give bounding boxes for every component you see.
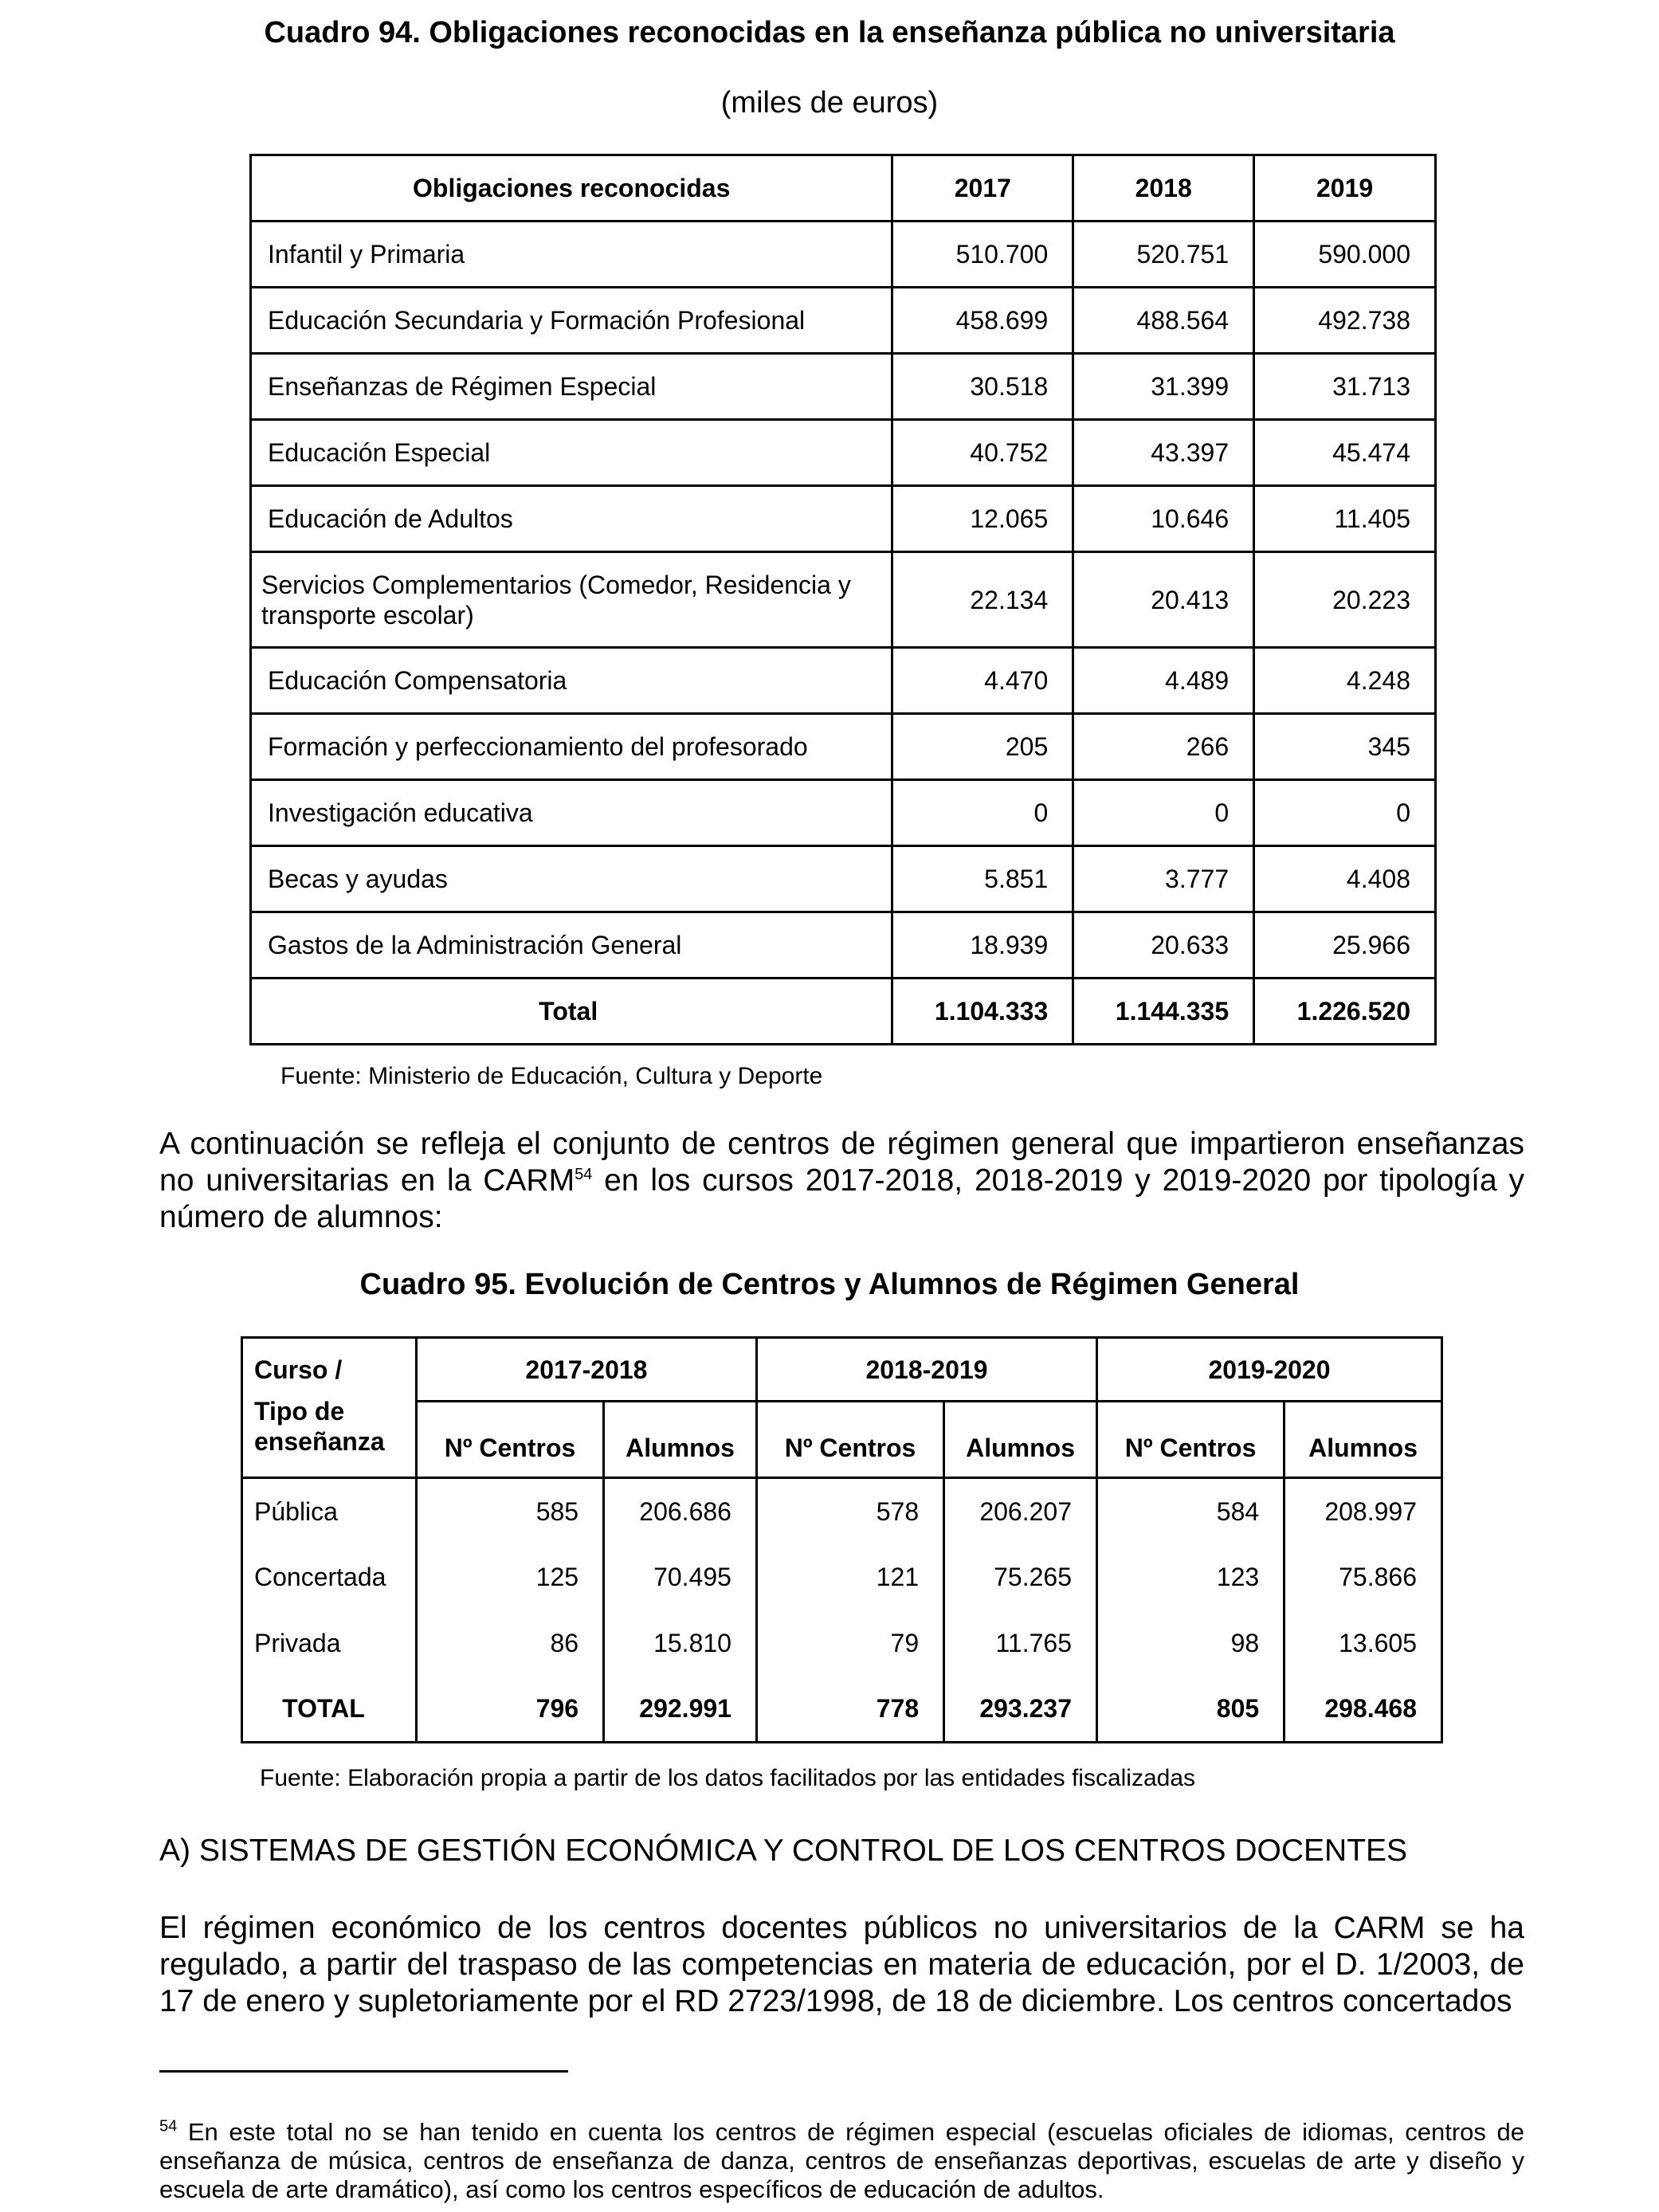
row-label: Becas y ayudas bbox=[251, 846, 892, 912]
column-header: Obligaciones reconocidas bbox=[251, 155, 892, 222]
intro-paragraph bbox=[159, 1126, 1524, 1236]
centros-2018-2019: 121 bbox=[756, 1544, 943, 1610]
centros-2018-2019: 778 bbox=[756, 1677, 943, 1743]
value-2019: 1.226.520 bbox=[1254, 979, 1436, 1045]
value-2017: 12.065 bbox=[892, 486, 1073, 552]
footnote-text: En este total no se han tenido en cuenta los centros de régimen especial (escuelas oficiales de idiomas, centros de enseñanza de música, centros de enseñanza de danza, centros de enseñanzas deportivas, escuelas de arte y diseño y escuela de arte dramático), así como los centros específicos de educación de adultos. bbox=[159, 2118, 1524, 2203]
column-header: 2018 bbox=[1073, 155, 1254, 222]
centros-2018-2019: 578 bbox=[756, 1478, 943, 1544]
footnote-number: 54 bbox=[159, 2117, 178, 2136]
value-2019: 492.738 bbox=[1254, 288, 1436, 354]
table-subheader-row bbox=[242, 1402, 1442, 1478]
table-row bbox=[242, 1478, 1442, 1544]
value-2018: 3.777 bbox=[1073, 846, 1254, 912]
alumnos-2019-2020: 13.605 bbox=[1284, 1610, 1442, 1677]
value-2017: 0 bbox=[892, 780, 1073, 846]
alumnos-2019-2020: 208.997 bbox=[1284, 1478, 1442, 1544]
value-2018: 520.751 bbox=[1073, 222, 1254, 288]
value-2018: 266 bbox=[1073, 714, 1254, 780]
alumnos-2018-2019: 206.207 bbox=[944, 1478, 1097, 1544]
centros-2019-2020: 805 bbox=[1096, 1677, 1284, 1743]
table-row bbox=[251, 354, 1436, 420]
row-label: Infantil y Primaria bbox=[251, 222, 892, 288]
table-row bbox=[251, 846, 1436, 912]
centros-2017-2018: 125 bbox=[416, 1544, 603, 1610]
corner-line2: Tipo de enseñanza bbox=[254, 1397, 385, 1456]
value-2019: 31.713 bbox=[1254, 354, 1436, 420]
alumnos-2019-2020: 75.866 bbox=[1284, 1544, 1442, 1610]
value-2019: 11.405 bbox=[1254, 486, 1436, 552]
centros-2019-2020: 584 bbox=[1096, 1478, 1284, 1544]
value-2017: 18.939 bbox=[892, 912, 1073, 979]
value-2019: 20.223 bbox=[1254, 552, 1436, 648]
table-row bbox=[251, 648, 1436, 714]
column-header: Nº Centros bbox=[756, 1402, 943, 1478]
row-label: Educación Especial bbox=[251, 420, 892, 486]
row-label: Servicios Complementarios (Comedor, Residencia y transporte escolar) bbox=[251, 552, 892, 648]
table-row bbox=[251, 912, 1436, 979]
alumnos-2017-2018: 15.810 bbox=[604, 1610, 757, 1677]
value-2019: 4.248 bbox=[1254, 648, 1436, 714]
table-header-row bbox=[251, 155, 1436, 222]
centros-alumnos-table bbox=[241, 1336, 1443, 1743]
column-header: 2017 bbox=[892, 155, 1073, 222]
centros-2019-2020: 123 bbox=[1096, 1544, 1284, 1610]
value-2017: 40.752 bbox=[892, 420, 1073, 486]
centros-2018-2019: 79 bbox=[756, 1610, 943, 1677]
row-label: Educación de Adultos bbox=[251, 486, 892, 552]
value-2017: 510.700 bbox=[892, 222, 1073, 288]
footnote-ref: 54 bbox=[575, 1166, 593, 1183]
value-2017: 5.851 bbox=[892, 846, 1073, 912]
centros-2017-2018: 86 bbox=[416, 1610, 603, 1677]
table95-title: Cuadro 95. Evolución de Centros y Alumnos de Régimen General bbox=[359, 1268, 1300, 1301]
value-2018: 1.144.335 bbox=[1073, 979, 1254, 1045]
alumnos-2018-2019: 11.765 bbox=[944, 1610, 1097, 1677]
centros-2019-2020: 98 bbox=[1096, 1610, 1284, 1677]
value-2018: 20.633 bbox=[1073, 912, 1254, 979]
value-2017: 22.134 bbox=[892, 552, 1073, 648]
row-label: Privada bbox=[242, 1610, 417, 1677]
table-row bbox=[242, 1610, 1442, 1677]
centros-2017-2018: 796 bbox=[416, 1677, 603, 1743]
centros-2017-2018: 585 bbox=[416, 1478, 603, 1544]
obligaciones-table bbox=[249, 154, 1437, 1045]
period-header: 2018-2019 bbox=[756, 1338, 1096, 1402]
table95-source: Fuente: Elaboración propia a partir de los datos facilitados por las entidades fiscalizadas bbox=[260, 1765, 1196, 1791]
alumnos-2017-2018: 292.991 bbox=[604, 1677, 757, 1743]
value-2019: 25.966 bbox=[1254, 912, 1436, 979]
intro-text-cont: en los cursos 2017-2018, 2018-2019 y 2019-2020 por tipología y número de alumnos: bbox=[159, 1163, 1524, 1234]
value-2019: 345 bbox=[1254, 714, 1436, 780]
alumnos-2019-2020: 298.468 bbox=[1284, 1677, 1442, 1743]
value-2017: 458.699 bbox=[892, 288, 1073, 354]
table-row bbox=[251, 222, 1436, 288]
table-row bbox=[251, 552, 1436, 648]
footnote-separator bbox=[159, 2070, 568, 2073]
table-row bbox=[251, 288, 1436, 354]
footnote bbox=[159, 2118, 1524, 2204]
value-2018: 31.399 bbox=[1073, 354, 1254, 420]
row-label: Investigación educativa bbox=[251, 780, 892, 846]
value-2017: 1.104.333 bbox=[892, 979, 1073, 1045]
table-row bbox=[242, 1544, 1442, 1610]
value-2018: 488.564 bbox=[1073, 288, 1254, 354]
table-header-row bbox=[242, 1338, 1442, 1402]
column-header: Nº Centros bbox=[1096, 1402, 1284, 1478]
table-row bbox=[251, 780, 1436, 846]
row-label: Gastos de la Administración General bbox=[251, 912, 892, 979]
value-2019: 0 bbox=[1254, 780, 1436, 846]
period-header: 2019-2020 bbox=[1096, 1338, 1441, 1402]
value-2019: 4.408 bbox=[1254, 846, 1436, 912]
table-row bbox=[251, 420, 1436, 486]
table-row bbox=[251, 714, 1436, 780]
alumnos-2017-2018: 70.495 bbox=[604, 1544, 757, 1610]
row-label: Enseñanzas de Régimen Especial bbox=[251, 354, 892, 420]
column-header: Alumnos bbox=[1284, 1402, 1442, 1478]
value-2018: 10.646 bbox=[1073, 486, 1254, 552]
row-label: TOTAL bbox=[242, 1677, 417, 1743]
section-heading: A) SISTEMAS DE GESTIÓN ECONÓMICA Y CONTROL DE LOS CENTROS DOCENTES bbox=[159, 1834, 1408, 1868]
alumnos-2018-2019: 75.265 bbox=[944, 1544, 1097, 1610]
row-label: Formación y perfeccionamiento del profesorado bbox=[251, 714, 892, 780]
alumnos-2017-2018: 206.686 bbox=[604, 1478, 757, 1544]
column-header: Nº Centros bbox=[416, 1402, 603, 1478]
table-total-row bbox=[251, 979, 1436, 1045]
alumnos-2018-2019: 293.237 bbox=[944, 1677, 1097, 1743]
value-2018: 4.489 bbox=[1073, 648, 1254, 714]
intro-text: A continuación se refleja el conjunto de centros de régimen general que impartieron enseñanzas no universitarias en la CARM bbox=[159, 1127, 1524, 1198]
value-2018: 0 bbox=[1073, 780, 1254, 846]
column-header: Alumnos bbox=[944, 1402, 1097, 1478]
corner-header bbox=[242, 1338, 417, 1478]
row-label: Concertada bbox=[242, 1544, 417, 1610]
value-2017: 30.518 bbox=[892, 354, 1073, 420]
body-paragraph: El régimen económico de los centros docentes públicos no universitarios de la CARM se ha regulado, a partir del traspaso de las competencias en materia de educación, por el D. 1/2003, de 17 de enero y supletoriamente por el RD 2723/1998, de 18 de diciembre. Los centros concertados bbox=[159, 1911, 1524, 2018]
value-2019: 590.000 bbox=[1254, 222, 1436, 288]
table-row bbox=[251, 486, 1436, 552]
table94-title: Cuadro 94. Obligaciones reconocidas en la enseñanza pública no universitaria bbox=[264, 16, 1395, 49]
period-header: 2017-2018 bbox=[416, 1338, 756, 1402]
row-label: Total bbox=[251, 979, 892, 1045]
value-2018: 20.413 bbox=[1073, 552, 1254, 648]
value-2017: 4.470 bbox=[892, 648, 1073, 714]
column-header: Alumnos bbox=[604, 1402, 757, 1478]
row-label: Educación Secundaria y Formación Profesional bbox=[251, 288, 892, 354]
value-2017: 205 bbox=[892, 714, 1073, 780]
value-2019: 45.474 bbox=[1254, 420, 1436, 486]
value-2018: 43.397 bbox=[1073, 420, 1254, 486]
row-label: Educación Compensatoria bbox=[251, 648, 892, 714]
corner-line1: Curso / bbox=[254, 1355, 343, 1384]
row-label: Pública bbox=[242, 1478, 417, 1544]
column-header: 2019 bbox=[1254, 155, 1436, 222]
table94-unit: (miles de euros) bbox=[720, 86, 939, 120]
table-total-row bbox=[242, 1677, 1442, 1743]
table94-source: Fuente: Ministerio de Educación, Cultura y Deporte bbox=[280, 1063, 823, 1089]
